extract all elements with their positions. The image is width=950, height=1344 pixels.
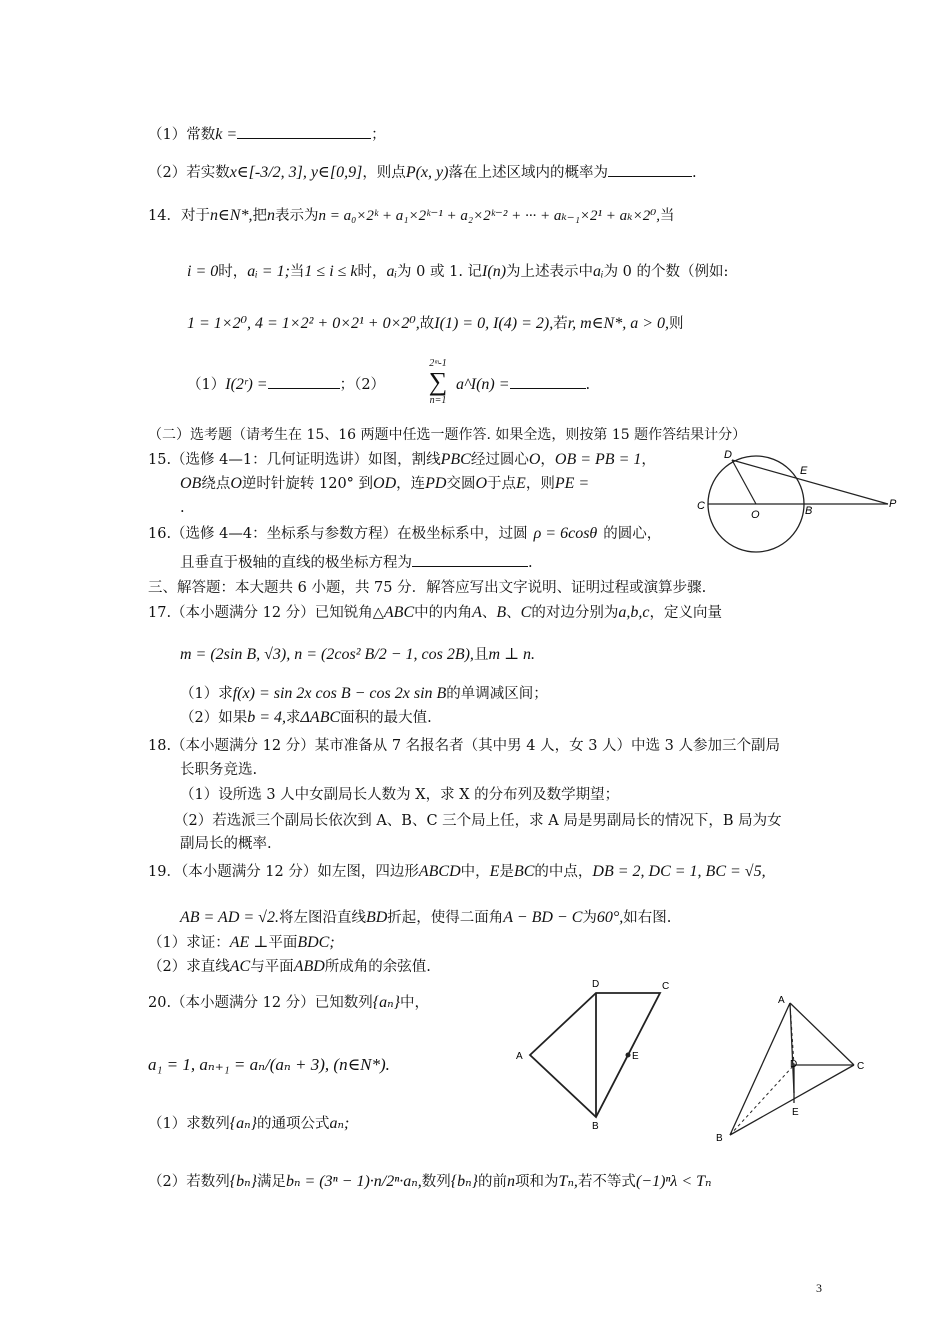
p17-l1k: ，定义向量 bbox=[649, 605, 722, 621]
p17-l1b: ABC bbox=[383, 604, 415, 621]
p19-l1f: BC bbox=[513, 863, 535, 880]
p15-l1c: 经过圆心 bbox=[470, 452, 529, 468]
p19-q1b: AE ⊥ bbox=[229, 934, 269, 951]
p14-l3e: r, m∈N*, a > 0, bbox=[567, 315, 670, 332]
label-p: P bbox=[889, 498, 897, 510]
p15-l2c: O bbox=[230, 475, 242, 492]
p15-l2i: O bbox=[475, 475, 488, 492]
p15-l2j: 于点 bbox=[487, 476, 517, 492]
p19-q1c: 平面 bbox=[268, 935, 298, 951]
p14-l2h: 为 0 或 1. 记 bbox=[397, 264, 483, 280]
p15-l1g: ， bbox=[641, 452, 656, 468]
section-optional: （二）选考题（请考生在 15、16 两题中任选一题作答. 如果全选，则按第 15 题作答结果计分） bbox=[148, 427, 747, 443]
p17-q2 bbox=[180, 708, 432, 728]
p14-l2a: i = 0 bbox=[187, 263, 219, 280]
p15-l2k: E bbox=[516, 475, 526, 492]
p16-l1c: 的圆心， bbox=[603, 526, 662, 542]
p17-l1a: 17.（本小题满分 12 分）已知锐角△ bbox=[148, 605, 384, 621]
label-b: B bbox=[805, 505, 813, 517]
p19-l1g: 的中点， bbox=[534, 864, 593, 880]
p15-l2d: 逆时针旋转 120° 到 bbox=[241, 476, 374, 492]
p19-l2h: 如右图. bbox=[623, 910, 672, 926]
label-o: O bbox=[751, 509, 760, 521]
p17-q1b: f(x) = sin 2x cos B − cos 2x sin B bbox=[232, 685, 447, 702]
p14-q2 bbox=[456, 374, 590, 395]
label-d: D bbox=[592, 979, 600, 990]
segment-od bbox=[732, 460, 756, 504]
edge-ac bbox=[790, 1003, 854, 1065]
summation bbox=[423, 358, 453, 406]
p19-q1d: BDC; bbox=[297, 934, 335, 951]
p13-q1 bbox=[148, 124, 386, 145]
p14-l2g: aᵢ bbox=[386, 263, 398, 280]
p17-l1e: 、 bbox=[481, 605, 497, 621]
p14-line3 bbox=[187, 314, 684, 334]
p19-line2 bbox=[180, 908, 671, 928]
p15-line1 bbox=[148, 450, 656, 470]
p15-l2a: OB bbox=[180, 475, 202, 492]
p20-q2j: Tₙ, bbox=[558, 1173, 578, 1190]
p19-l2g: 60°, bbox=[596, 909, 624, 926]
p13-q1-end: ； bbox=[371, 127, 386, 143]
p14-q1-label: （1） bbox=[187, 377, 226, 393]
p17-l1c: 中的内角 bbox=[414, 605, 473, 621]
p19-q1a: （1）求证： bbox=[148, 935, 230, 951]
p15-l1e: ， bbox=[540, 452, 555, 468]
p16-l1b: ρ = 6cosθ bbox=[533, 525, 598, 542]
sum-symbol: ∑ bbox=[428, 367, 448, 396]
p14-sum-body: a^I(n) = bbox=[456, 376, 510, 393]
sum-lower-limit: n=1 bbox=[429, 395, 447, 406]
p15-l2e: OD bbox=[373, 475, 397, 492]
p13-q2-end: 落在上述区域内的概率为 bbox=[448, 165, 608, 181]
p14-l2d: 当 bbox=[289, 264, 305, 280]
p19-q2a: （2）求直线 bbox=[148, 959, 230, 975]
p15-line2 bbox=[180, 474, 589, 494]
p13-q2-period: . bbox=[691, 165, 697, 181]
p20-l1a: 20.（本小题满分 12 分）已知数列 bbox=[148, 995, 373, 1011]
circle-figure bbox=[690, 440, 905, 555]
p16-l2b: . bbox=[528, 555, 533, 571]
p19-line1 bbox=[148, 862, 766, 882]
label-c: C bbox=[662, 981, 670, 992]
p14-l3f: 则 bbox=[669, 316, 684, 332]
p15-l1a: 15.（选修 4—1：几何证明选讲）如图，割线 bbox=[148, 452, 441, 468]
p17-line1 bbox=[148, 603, 722, 623]
p14-l2e: 1 ≤ i ≤ k bbox=[304, 263, 358, 280]
p17-vectors: m = (2sin B, √3), n = (2cos² B/2 − 1, cos 2B), bbox=[180, 646, 474, 663]
p17-q2b: b = 4, bbox=[247, 709, 287, 726]
p19-l1c: 中， bbox=[460, 864, 490, 880]
p13-q2-mid: ，则点 bbox=[362, 165, 406, 181]
p17-l2b: 且 bbox=[473, 647, 489, 663]
p19-l2d: 折起，使得二面角 bbox=[387, 910, 504, 926]
p17-l1i: 的对边分别为 bbox=[531, 605, 619, 621]
p17-l1d: A bbox=[472, 604, 482, 621]
p13-q2-label: （2）若实数 bbox=[148, 165, 230, 181]
edge-bd-dashed bbox=[730, 1065, 794, 1135]
p19-l1h: DB = 2, DC = 1, BC = √5, bbox=[592, 863, 766, 880]
answer-blank bbox=[412, 552, 528, 567]
p20-recurrence bbox=[148, 1055, 390, 1075]
sum-upper-limit: 2ᵐ-1 bbox=[429, 358, 447, 369]
p20-q2i: 项和为 bbox=[515, 1174, 559, 1190]
edge-ab bbox=[730, 1003, 790, 1135]
p19-q2c: 与平面 bbox=[250, 959, 294, 975]
p15-l2g: PD bbox=[425, 475, 447, 492]
pyramid-figure bbox=[710, 985, 880, 1145]
p16-l1a: 16.（选修 4—4：坐标系与参数方程）在极坐标系中，过圆 bbox=[148, 526, 528, 542]
p19-q2d: ABD bbox=[293, 958, 325, 975]
p20-q1c: 的通项公式 bbox=[257, 1116, 330, 1132]
p19-l2b: 将左图沿直线 bbox=[278, 910, 366, 926]
p14-questions bbox=[187, 374, 385, 395]
p14-q1-math: I(2ʳ) = bbox=[225, 376, 268, 393]
p20-l2: a₁ = 1, aₙ₊₁ = aₙ/(aₙ + 3), (n∈N*). bbox=[148, 1055, 390, 1074]
p19-l2c: BD bbox=[365, 909, 388, 926]
p14-l2k: aᵢ bbox=[593, 263, 604, 280]
p18-q1: （1）设所选 3 人中女副局长人数为 X，求 X 的分布列及数学期望； bbox=[180, 787, 620, 803]
p19-q1 bbox=[148, 933, 335, 953]
p17-q1a: （1）求 bbox=[180, 686, 233, 702]
p17-l1h: C bbox=[520, 604, 532, 621]
p17-q2e: 面积的最大值. bbox=[340, 710, 432, 726]
label-d: D bbox=[724, 449, 732, 461]
answer-blank bbox=[268, 374, 340, 389]
p18-line2: 长职务竞选. bbox=[180, 762, 258, 778]
p20-q2g: 的前 bbox=[478, 1174, 508, 1190]
p15-l2l: ，则 bbox=[525, 476, 555, 492]
p19-l2f: 为 bbox=[582, 910, 597, 926]
p15-l2f: ，连 bbox=[396, 476, 426, 492]
quadrilateral-figure bbox=[510, 975, 680, 1135]
p18-q2a: （2）若选派三个副局长依次到 A、B、C 三个局上任，求 A 局是男副局长的情况下，B 局为女 bbox=[174, 813, 782, 829]
p16-line1 bbox=[148, 524, 661, 544]
p19-q2e: 所成角的余弦值. bbox=[324, 959, 431, 975]
p19-l1e: 是 bbox=[499, 864, 514, 880]
p13-q2 bbox=[148, 162, 697, 183]
p20-q2b: {bₙ} bbox=[229, 1173, 258, 1190]
p13-q1-label: （1）常数 bbox=[148, 127, 216, 143]
p17-l1j: a,b,c bbox=[618, 604, 650, 621]
p17-q2d: ΔABC bbox=[300, 709, 341, 726]
label-a: A bbox=[516, 1051, 523, 1062]
p19-l2a: AB = AD = √2. bbox=[180, 909, 279, 926]
p14-l2f: 时， bbox=[357, 264, 387, 280]
p14-math2: n bbox=[266, 207, 275, 224]
p15-line3: . bbox=[180, 500, 185, 516]
point-e bbox=[626, 1053, 631, 1058]
p20-q2h: n bbox=[507, 1173, 516, 1190]
segment-dp bbox=[732, 460, 888, 504]
p14-l3a: 1 = 1×2⁰, 4 = 1×2² + 0×2¹ + 0×2⁰, bbox=[187, 315, 420, 332]
p20-q1d: aₙ; bbox=[329, 1115, 350, 1132]
p17-q2a: （2）如果 bbox=[180, 710, 248, 726]
p14-l2c: aᵢ = 1; bbox=[247, 263, 290, 280]
section-answer: 三、解答题：本大题共 6 小题，共 75 分．解答应写出文字说明、证明过程或演算步骤. bbox=[148, 580, 707, 596]
p17-line2 bbox=[180, 645, 535, 665]
label-b: B bbox=[716, 1133, 723, 1144]
p17-l2c: m ⊥ n. bbox=[488, 646, 536, 663]
p14-line2 bbox=[187, 262, 728, 282]
label-d: D bbox=[790, 1059, 798, 1070]
p14-q-sep: ；（2） bbox=[339, 377, 386, 393]
p19-l1b: ABCD bbox=[418, 863, 461, 880]
p14-intro3: 表示为 bbox=[274, 208, 319, 224]
p15-l2m: PE = bbox=[554, 475, 590, 492]
p15-l1d: O bbox=[528, 451, 541, 468]
p20-q2k: 若不等式 bbox=[577, 1174, 636, 1190]
p19-l2e: A − BD − C bbox=[503, 909, 583, 926]
p14-q2-end: . bbox=[585, 377, 591, 393]
p14-l2l: 为 0 的个数（例如: bbox=[603, 264, 729, 280]
p20-q1b: {aₙ} bbox=[229, 1115, 258, 1132]
p20-q2a: （2）若数列 bbox=[148, 1174, 230, 1190]
p13-q1-math: k = bbox=[215, 126, 238, 143]
label-a: A bbox=[778, 995, 785, 1006]
p14-l3d: 若 bbox=[553, 316, 568, 332]
p15-l2h: 交圆 bbox=[446, 476, 476, 492]
p14-math1: n∈N*, bbox=[209, 207, 253, 224]
p15-l2b: 绕点 bbox=[201, 476, 231, 492]
p14-intro1: 14．对于 bbox=[148, 208, 210, 224]
answer-blank bbox=[608, 162, 692, 177]
p17-q2c: 求 bbox=[286, 710, 301, 726]
p17-l1g: 、 bbox=[506, 605, 521, 621]
p14-l3c: I(1) = 0, I(4) = 2), bbox=[434, 315, 554, 332]
p14-l2j: 为上述表示中 bbox=[506, 264, 594, 280]
p15-l1f: OB = PB = 1 bbox=[554, 451, 642, 468]
p16-line2 bbox=[180, 552, 533, 573]
p20-l1c: 中， bbox=[400, 995, 430, 1011]
p17-q1 bbox=[180, 684, 548, 704]
answer-blank bbox=[510, 374, 586, 389]
p20-q2e: 数列 bbox=[421, 1174, 451, 1190]
p19-q2 bbox=[148, 957, 431, 977]
p14-l2i: I(n) bbox=[482, 263, 507, 280]
p20-q2f: {bₙ} bbox=[450, 1173, 479, 1190]
p14-l3b: 故 bbox=[419, 316, 435, 332]
p20-q1 bbox=[148, 1114, 349, 1134]
p19-q2b: AC bbox=[229, 958, 251, 975]
p18-q2b: 副局长的概率. bbox=[180, 836, 272, 852]
p18-line1: 18.（本小题满分 12 分）某市准备从 7 名报名者（其中男 4 人，女 3 人）中选 3 人参加三个副局 bbox=[148, 738, 780, 754]
p20-q2c: 满足 bbox=[257, 1174, 287, 1190]
p14-math3: n = a₀×2ᵏ + a₁×2ᵏ⁻¹ + a₂×2ᵏ⁻² + ··· + aₖ₋₁×2¹ + aₖ×2⁰, bbox=[318, 208, 661, 224]
p20-q2l: (−1)ⁿλ < Tₙ bbox=[635, 1173, 712, 1190]
p19-l1d: E bbox=[489, 863, 500, 880]
p20-q2 bbox=[148, 1172, 712, 1192]
p20-l1b: {aₙ} bbox=[372, 994, 401, 1011]
answer-blank bbox=[237, 124, 371, 139]
label-e: E bbox=[632, 1051, 639, 1062]
p13-q2-math: x∈[-3/2, 3], y∈[0,9] bbox=[229, 164, 363, 181]
p14-line1 bbox=[148, 206, 675, 226]
page-number: 3 bbox=[816, 1281, 822, 1295]
p20-q1a: （1）求数列 bbox=[148, 1116, 230, 1132]
quad-abcd bbox=[530, 993, 660, 1117]
label-e: E bbox=[792, 1107, 799, 1118]
p20-q2d: bₙ = (3ⁿ − 1)·n/2ⁿ·aₙ, bbox=[286, 1173, 422, 1190]
label-b: B bbox=[592, 1121, 599, 1132]
p16-l2a: 且垂直于极轴的直线的极坐标方程为 bbox=[180, 555, 412, 571]
label-c: C bbox=[857, 1061, 865, 1072]
p20-line1 bbox=[148, 993, 429, 1013]
p14-intro4: 当 bbox=[660, 208, 675, 224]
p19-l1a: 19．（本小题满分 12 分）如左图，四边形 bbox=[148, 864, 419, 880]
p14-intro2: 把 bbox=[252, 208, 267, 224]
p17-l1f: B bbox=[496, 604, 507, 621]
p13-q2-point: P(x, y) bbox=[405, 164, 449, 181]
edge-bc bbox=[730, 1065, 854, 1135]
label-e: E bbox=[800, 465, 808, 477]
p14-l2b: 时， bbox=[218, 264, 248, 280]
p15-l1b: PBC bbox=[440, 451, 471, 468]
p17-q1c: 的单调减区间； bbox=[446, 686, 548, 702]
label-c: C bbox=[697, 500, 705, 512]
